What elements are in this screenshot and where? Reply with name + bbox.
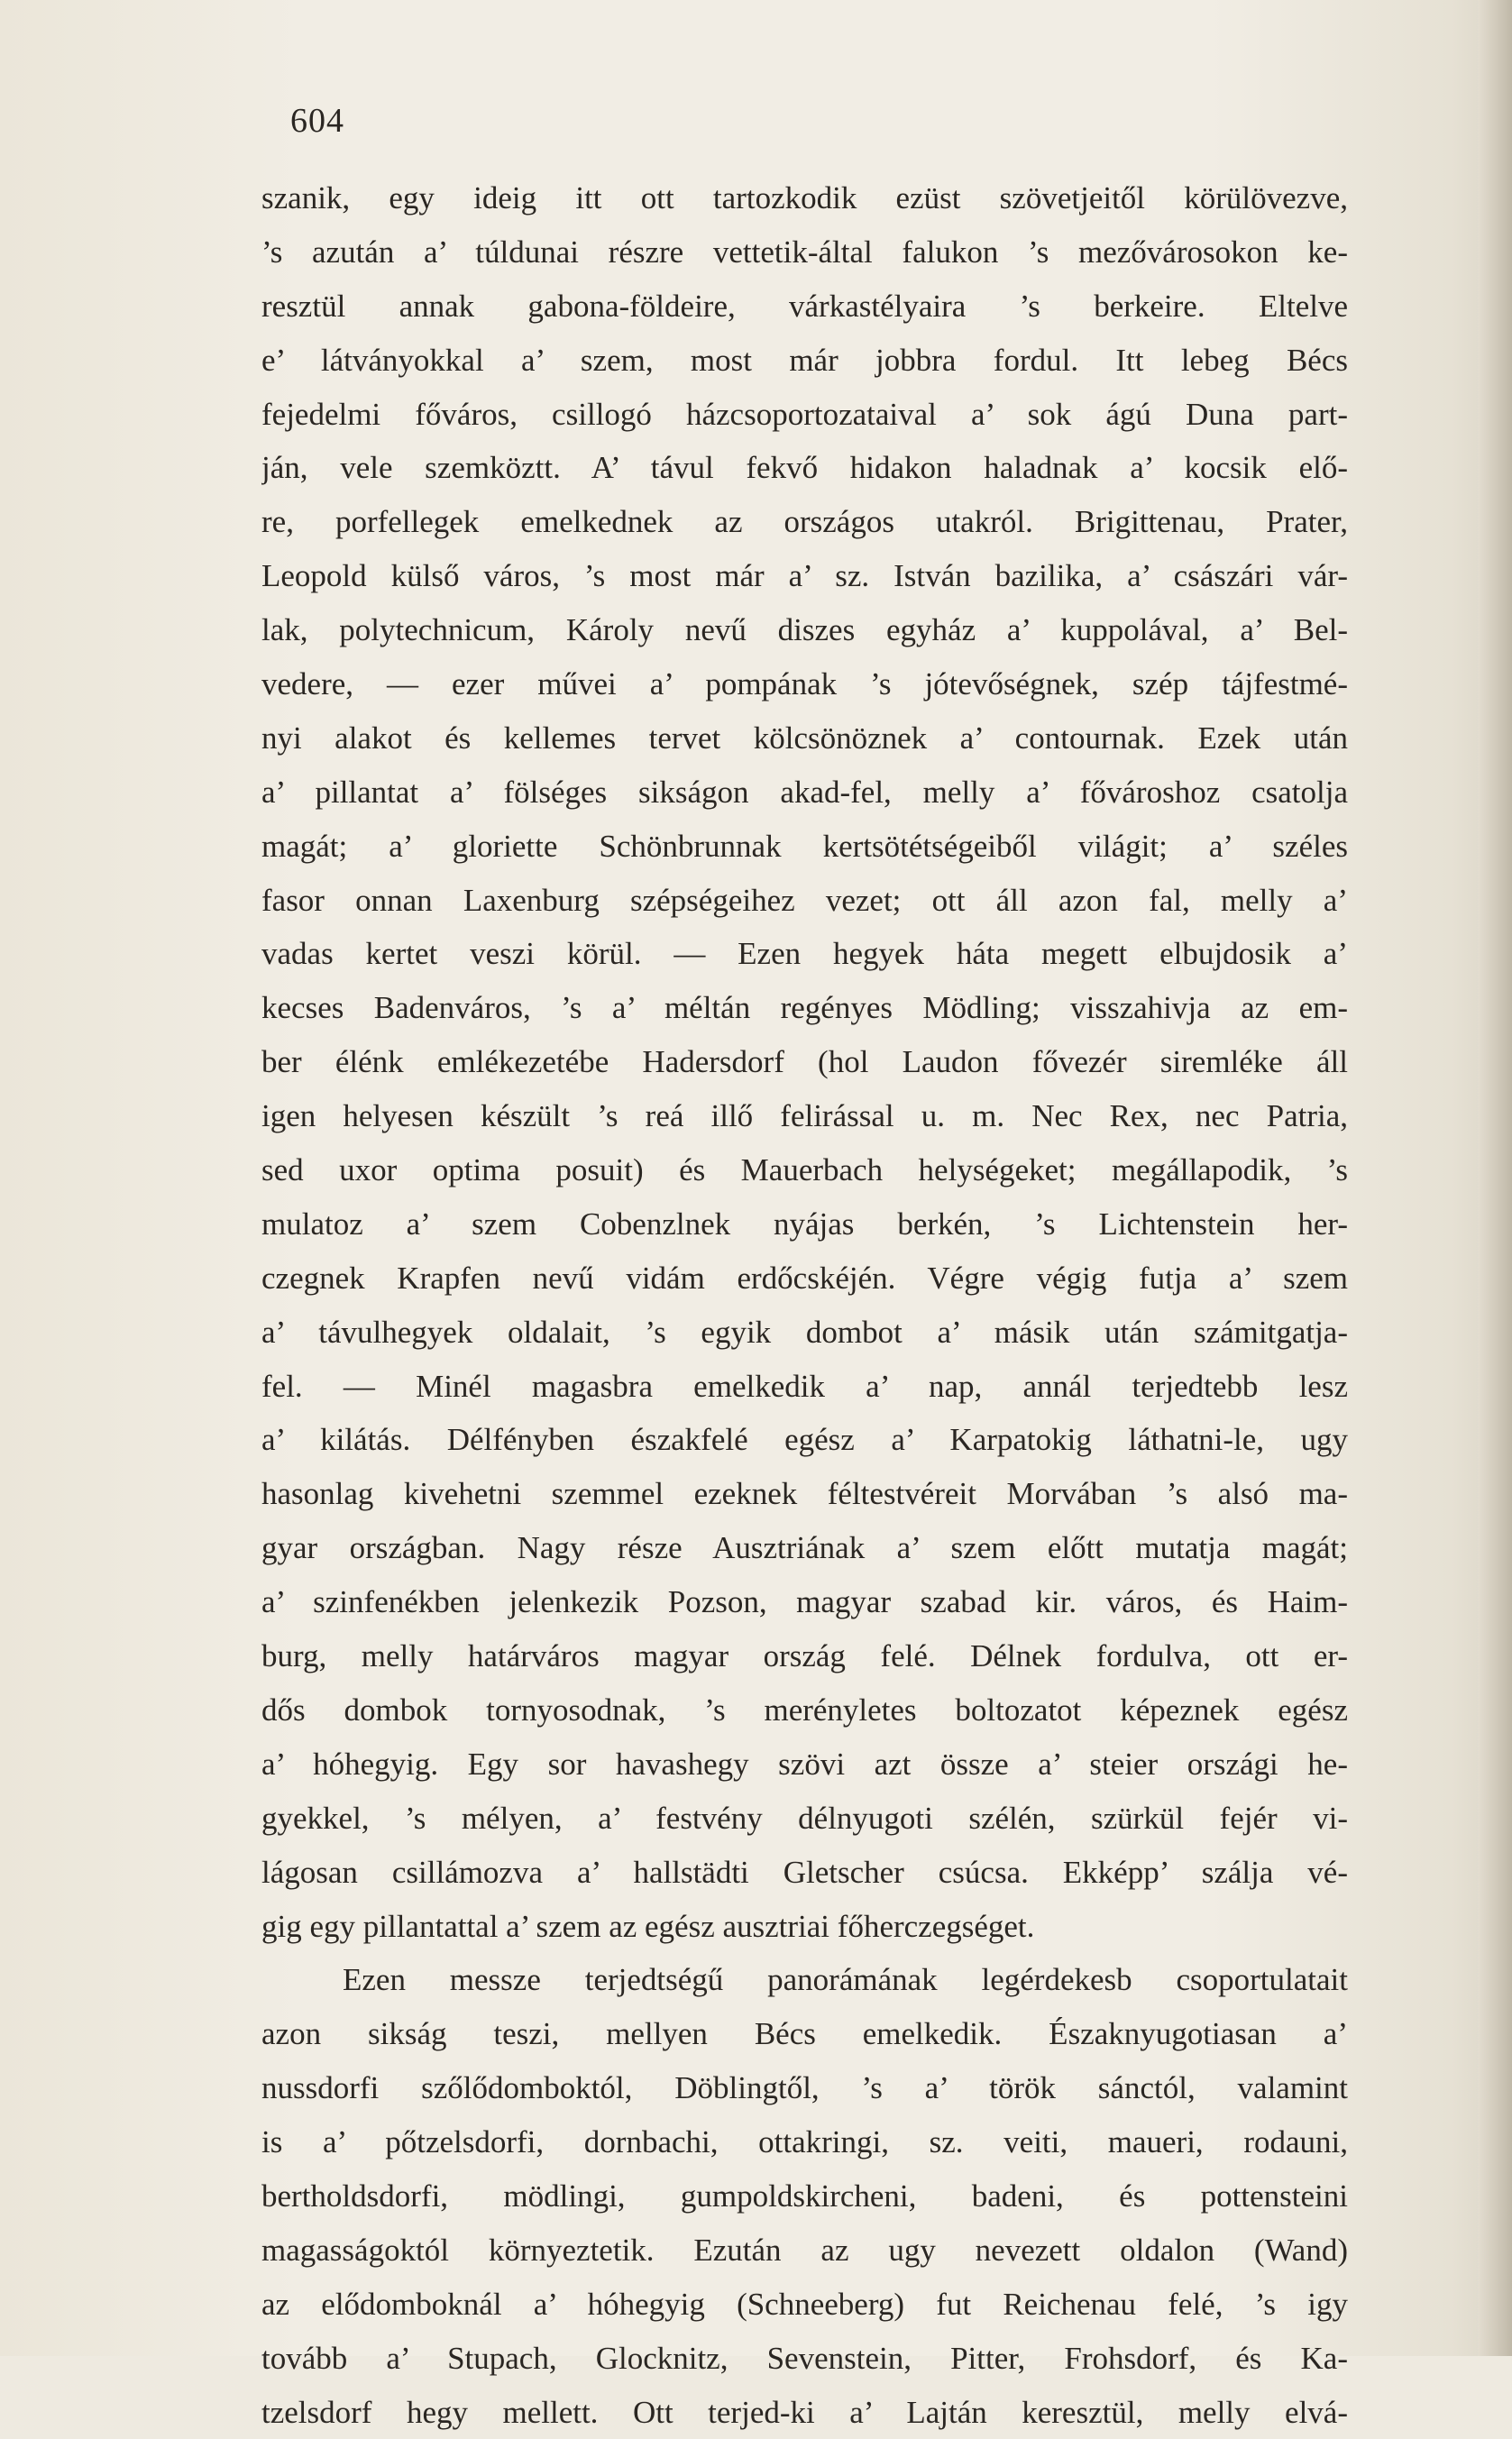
- paragraph-start-line: Ezen messze terjedtségű panorámának legérdekesb csoportulatait: [343, 1962, 1348, 1998]
- text-line: is a’ pőtzelsdorfi, dornbachi, ottakringi, sz. veiti, maueri, rodauni,: [261, 2124, 1348, 2160]
- text-line: czegnek Krapfen nevű vidám erdőcskéjén. Végre végig futja a’ szem: [261, 1260, 1348, 1296]
- text-line: ber élénk emlékezetébe Hadersdorf (hol Laudon fővezér siremléke áll: [261, 1044, 1348, 1080]
- text-line: ján, vele szemköztt. A’ távul fekvő hidakon haladnak a’ kocsik elő-: [261, 450, 1348, 486]
- text-line: a’ kilátás. Délfényben északfelé egész a’ Karpatokig láthatni-le, ugy: [261, 1422, 1348, 1458]
- text-line: magát; a’ gloriette Schönbrunnak kertsötétségeiből világit; a’ széles: [261, 828, 1348, 864]
- text-line: burg, melly határváros magyar ország felé. Délnek fordulva, ott er-: [261, 1638, 1348, 1674]
- text-line: magasságoktól környeztetik. Ezután az ugy nevezett oldalon (Wand): [261, 2232, 1348, 2268]
- paragraph-end-line: gig egy pillantattal a’ szem az egész ausztriai főherczegséget.: [261, 1908, 1035, 1944]
- text-line: sed uxor optima posuit) és Mauerbach helységeket; megállapodik, ’s: [261, 1152, 1348, 1188]
- text-line: kecses Badenváros, ’s a’ méltán regényes Mödling; visszahivja az em-: [261, 990, 1348, 1026]
- text-line: dős dombok tornyosodnak, ’s merényletes boltozatot képeznek egész: [261, 1692, 1348, 1728]
- text-line: ’s azután a’ túldunai részre vettetik-által falukon ’s mezővárosokon ke-: [261, 234, 1348, 270]
- text-line: tzelsdorf hegy mellett. Ott terjed-ki a’ Lajtán keresztül, melly elvá-: [261, 2394, 1348, 2430]
- text-line: fasor onnan Laxenburg szépségeihez vezet; ott áll azon fal, melly a’: [261, 882, 1348, 918]
- page-number: 604: [290, 102, 344, 140]
- text-line: resztül annak gabona-földeire, várkastélyaira ’s berkeire. Eltelve: [261, 288, 1348, 324]
- text-line: a’ távulhegyek oldalait, ’s egyik dombot a’ másik után számitgatja-: [261, 1314, 1348, 1350]
- text-line: nyi alakot és kellemes tervet kölcsönöznek a’ contournak. Ezek után: [261, 720, 1348, 756]
- text-line: lak, polytechnicum, Károly nevű diszes egyház a’ kuppolával, a’ Bel-: [261, 612, 1348, 648]
- text-line: fel. — Minél magasbra emelkedik a’ nap, annál terjedtebb lesz: [261, 1368, 1348, 1404]
- text-line: szanik, egy ideig itt ott tartozkodik ezüst szövetjeitől körülövezve,: [261, 180, 1348, 215]
- text-line: a’ szinfenékben jelenkezik Pozson, magyar szabad kir. város, és Haim-: [261, 1584, 1348, 1620]
- text-line: mulatoz a’ szem Cobenzlnek nyájas berkén, ’s Lichtenstein her-: [261, 1206, 1348, 1242]
- text-line: tovább a’ Stupach, Glocknitz, Sevenstein, Pitter, Frohsdorf, és Ka-: [261, 2340, 1348, 2376]
- text-line: hasonlag kivehetni szemmel ezeknek féltestvéreit Morvában ’s alsó ma-: [261, 1476, 1348, 1512]
- text-line: az elődomboknál a’ hóhegyig (Schneeberg) fut Reichenau felé, ’s igy: [261, 2286, 1348, 2322]
- text-line: vadas kertet veszi körül. — Ezen hegyek háta megett elbujdosik a’: [261, 936, 1348, 972]
- page-spine-shadow: [1478, 0, 1512, 2356]
- text-line: gyar országban. Nagy része Ausztriának a’ szem előtt mutatja magát;: [261, 1530, 1348, 1566]
- text-line: vedere, — ezer művei a’ pompának ’s jótevőségnek, szép tájfestmé-: [261, 666, 1348, 702]
- text-line: Leopold külső város, ’s most már a’ sz. István bazilika, a’ császári vár-: [261, 558, 1348, 594]
- text-line: fejedelmi főváros, csillogó házcsoportozataival a’ sok ágú Duna part-: [261, 396, 1348, 432]
- body-text: [261, 171, 1348, 2439]
- text-line: igen helyesen készült ’s reá illő felirással u. m. Nec Rex, nec Patria,: [261, 1098, 1348, 1134]
- text-line: a’ hóhegyig. Egy sor havashegy szövi azt össze a’ steier országi he-: [261, 1746, 1348, 1782]
- text-line: re, porfellegek emelkednek az országos utakról. Brigittenau, Prater,: [261, 504, 1348, 540]
- text-line: e’ látványokkal a’ szem, most már jobbra fordul. Itt lebeg Bécs: [261, 342, 1348, 378]
- text-line: azon sikság teszi, mellyen Bécs emelkedik. Északnyugotiasan a’: [261, 2016, 1348, 2052]
- text-line: a’ pillantat a’ fölséges sikságon akad-fel, melly a’ fővároshoz csatolja: [261, 774, 1348, 810]
- text-line: gyekkel, ’s mélyen, a’ festvény délnyugoti szélén, szürkül fejér vi-: [261, 1800, 1348, 1836]
- text-line: lágosan csillámozva a’ hallstädti Gletscher csúcsa. Ekképp’ szálja vé-: [261, 1854, 1348, 1890]
- text-line: nussdorfi szőlődomboktól, Döblingtől, ’s a’ török sánctól, valamint: [261, 2070, 1348, 2106]
- text-line: bertholdsdorfi, mödlingi, gumpoldskircheni, badeni, és pottensteini: [261, 2178, 1348, 2214]
